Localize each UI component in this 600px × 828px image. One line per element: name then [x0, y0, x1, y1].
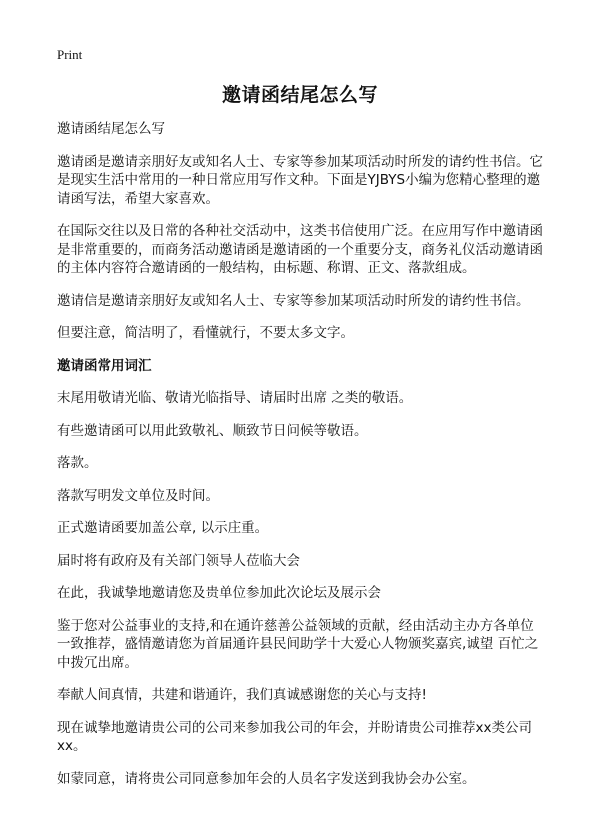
paragraph: 届时将有政府及有关部门领导人莅临大会 [57, 552, 300, 569]
paragraph: 有些邀请函可以用此致敬礼、顺致节日问候等敬语。 [57, 422, 368, 439]
paragraph: 末尾用敬请光临、敬请光临指导、请届时出席 之类的敬语。 [57, 390, 413, 406]
paragraph: 现在诚挚地邀请贵公司的公司来参加我公司的年会，并盼请贵公司推荐xx类公司xx。 [57, 719, 532, 754]
article-body [57, 120, 547, 802]
paragraph: 在此，我诚挚地邀请您及贵单位参加此次论坛及展示会 [57, 585, 381, 601]
paragraph: 奉献人间真情，共建和谐通许，我们真诚感谢您的关心与支持! [57, 687, 427, 703]
paragraph: 如蒙同意，请将贵公司同意参加年会的人员名字发送到我协会办公室。 [57, 770, 476, 787]
paragraph: 邀请函结尾怎么写 [57, 121, 165, 137]
paragraph: 鉴于您对公益事业的支持,和在通许慈善公益领域的贡献，经由活动主办方各单位一致推荐，盛情邀请您为首届通许县民间助学十大爱心人物颁奖嘉宾,诚望 百忙之中拨冗出席。 [57, 617, 539, 671]
section-heading: 邀请函常用词汇 [57, 357, 152, 374]
paragraph: 但要注意，简洁明了，看懂就行，不要太多文字。 [57, 325, 354, 341]
paragraph: 在国际交往以及日常的各种社交活动中，这类书信使用广泛。在应用写作中邀请函是非常重要的，而商务活动邀请函是邀请函的一个重要分支，商务礼仪活动邀请函的主体内容符合邀请函的一般结构，由标题、称谓、正文、落款组成。 [57, 223, 543, 276]
page-title: 邀请函结尾怎么写 [221, 84, 378, 106]
paragraph: 邀请函是邀请亲朋好友或知名人士、专家等参加某项活动时所发的请约性书信。它是现实生活中常用的一种日常应用写作文种。下面是YJBYS小编为您精心整理的邀请函写法，希望大家喜欢。 [57, 153, 543, 207]
print-link[interactable]: Print [57, 47, 83, 62]
paragraph: 落款写明发文单位及时间。 [57, 487, 219, 504]
paragraph: 落款。 [57, 455, 98, 471]
paragraph: 邀请信是邀请亲朋好友或知名人士、专家等参加某项活动时所发的请约性书信。 [57, 292, 530, 309]
paragraph: 正式邀请函要加盖公章, 以示庄重。 [57, 520, 269, 536]
